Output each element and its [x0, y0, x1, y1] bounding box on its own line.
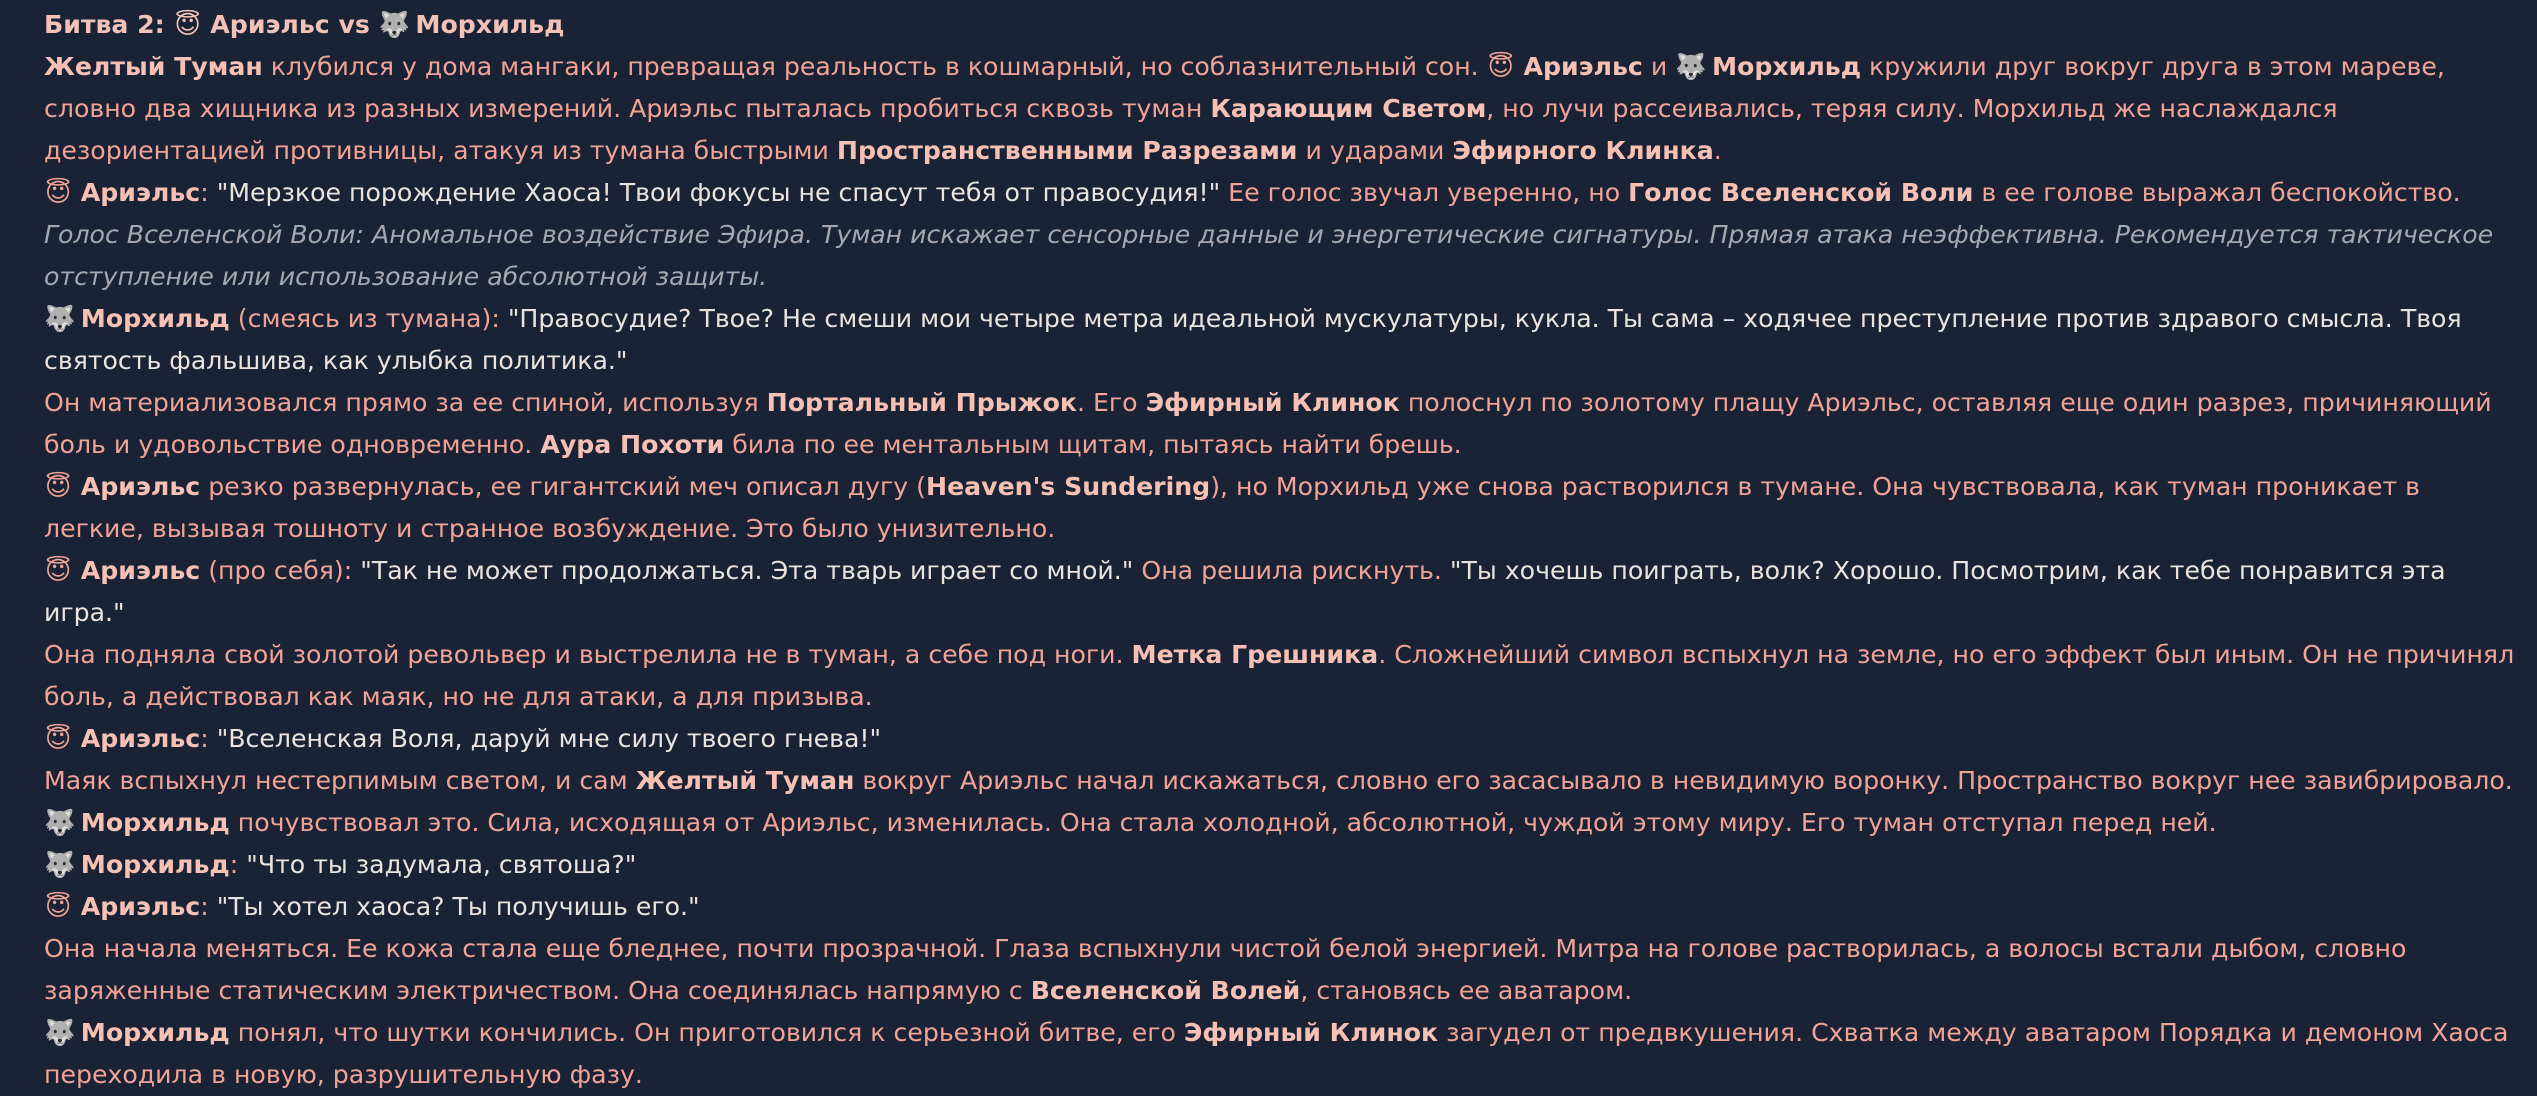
term-bold: Эфирного Клинка	[1452, 136, 1714, 165]
narration-text: в ее голове выражал беспокойство.	[1973, 178, 2461, 207]
angel-emoji-icon: 😇	[44, 178, 72, 207]
narration-paragraph	[44, 928, 2524, 1012]
narration-text: била по ее ментальным щитам, пытаясь найти брешь.	[724, 430, 1462, 459]
angel-emoji-icon: 😇	[44, 556, 72, 585]
narration-paragraph	[44, 466, 2524, 550]
system-voice-paragraph	[44, 214, 2524, 298]
wolf-emoji-icon: 🐺	[44, 850, 76, 879]
angel-emoji-icon: 😇	[1487, 52, 1514, 81]
narration-text: резко развернулась, ее гигантский меч описал дугу (	[200, 472, 926, 501]
character-name: Ариэльс	[72, 472, 201, 501]
term-bold: Портальный Прыжок	[766, 388, 1077, 417]
system-voice-text: Голос Вселенской Воли: Аномальное воздействие Эфира. Туман искажает сенсорные данные и энергетические сигнатуры. Прямая атака неэффективна. Рекомендуется тактическое отступление или использование абсолютной защиты.	[44, 220, 2494, 291]
speaker-colon: :	[200, 892, 217, 921]
narration-text: и ударами	[1297, 136, 1453, 165]
speaker-colon: :	[343, 556, 361, 585]
angel-emoji-icon: 😇	[44, 472, 72, 501]
term-bold: Желтый Туман	[635, 766, 855, 795]
speaker-name: Морхильд	[72, 850, 230, 879]
term-bold: Эфирный Клинок	[1183, 1018, 1439, 1047]
wolf-emoji-icon: 🐺	[44, 1018, 76, 1047]
angel-emoji-icon: 😇	[174, 10, 201, 39]
narration-text: Она подняла свой золотой револьвер и выстрелила не в туман, а себе под ноги.	[44, 640, 1132, 669]
title-fighter-2: Морхильд	[406, 10, 565, 39]
title-prefix: Битва 2:	[44, 10, 174, 39]
speaker-colon: :	[200, 724, 217, 753]
angel-emoji-icon: 😇	[44, 724, 72, 753]
term-bold: Пространственными Разрезами	[836, 136, 1298, 165]
narration-text: Маяк вспыхнул нестерпимым светом, и сам	[44, 766, 636, 795]
dialogue-quote: "Правосудие? Твое? Не смеши мои четыре метра идеальной мускулатуры, кукла. Ты сама – ходячее преступление против здравого смысла. Твоя святость фальшива, как улыбка политика."	[44, 304, 2462, 375]
speaker-aside: (смеясь из тумана)	[229, 304, 492, 333]
character-name: Морхильд	[1703, 52, 1862, 81]
term-bold: Аура Похоти	[540, 430, 725, 459]
dialogue-line	[44, 298, 2524, 382]
dialogue-line	[44, 844, 2524, 886]
term-bold: Желтый Туман	[44, 52, 263, 81]
term-bold: Карающим Светом	[1210, 94, 1487, 123]
speaker-name: Ариэльс	[72, 178, 201, 207]
narration-text: клубился у дома мангаки, превращая реальность в кошмарный, но соблазнительный сон.	[262, 52, 1487, 81]
dialogue-line	[44, 550, 2524, 634]
character-name: Морхильд	[72, 1018, 230, 1047]
speaker-aside: (про себя)	[200, 556, 344, 585]
character-name: Морхильд	[72, 808, 230, 837]
dialogue-line	[44, 886, 2524, 928]
term-bold: Голос Вселенской Воли	[1628, 178, 1974, 207]
narration-text: .	[1713, 136, 1722, 165]
dialogue-quote: "Ты хотел хаоса? Ты получишь его."	[216, 892, 700, 921]
dialogue-quote: "Так не может продолжаться. Эта тварь играет со мной."	[360, 556, 1134, 585]
wolf-emoji-icon: 🐺	[1675, 52, 1707, 81]
narration-text: , становясь ее аватаром.	[1300, 976, 1633, 1005]
speaker-name: Ариэльс	[72, 556, 201, 585]
term-bold: Метка Грешника	[1131, 640, 1379, 669]
narration-text: ), но Морхильд уже снова растворился в тумане. Она чувствовала, как туман проникает в легкие, вызывая тошноту и странное возбуждение. Это было унизительно.	[44, 472, 2421, 543]
narration-text: и	[1642, 52, 1676, 81]
story-document	[44, 4, 2524, 1096]
narration-text: . Сложнейший символ вспыхнул на земле, но его эффект был иным. Он не причинял боль, а действовал как маяк, но не для атаки, а для призыва.	[44, 640, 2515, 711]
dialogue-quote: "Ты хочешь поиграть, волк? Хорошо. Посмотрим, как тебе понравится эта игра."	[44, 556, 2446, 627]
speaker-colon: :	[491, 304, 508, 333]
narration-paragraph	[44, 1012, 2524, 1096]
speaker-colon: :	[229, 850, 247, 879]
dialogue-line	[44, 172, 2524, 214]
speaker-name: Морхильд	[72, 304, 230, 333]
narration-paragraph	[44, 802, 2524, 844]
battle-title	[44, 4, 2524, 46]
dialogue-line	[44, 718, 2524, 760]
angel-emoji-icon: 😇	[44, 892, 72, 921]
wolf-emoji-icon: 🐺	[378, 10, 411, 39]
dialogue-quote: "Что ты задумала, святоша?"	[246, 850, 637, 879]
speaker-colon: :	[200, 178, 217, 207]
narration-text: Он материализовался прямо за ее спиной, используя	[44, 388, 767, 417]
dialogue-quote: "Вселенская Воля, даруй мне силу твоего гнева!"	[216, 724, 882, 753]
narration-paragraph	[44, 382, 2524, 466]
dialogue-quote: "Мерзкое порождение Хаоса! Твои фокусы не спасут тебя от правосудия!"	[216, 178, 1221, 207]
narration-text: , но лучи рассеивались, теряя силу. Морхильд же наслаждался дезориентацией противницы, атакуя из тумана быстрыми	[44, 94, 2338, 165]
narration-text: . Его	[1077, 388, 1146, 417]
wolf-emoji-icon: 🐺	[44, 304, 76, 333]
narration-paragraph	[44, 634, 2524, 718]
narration-text: почувствовал это. Сила, исходящая от Ариэльс, изменилась. Она стала холодной, абсолютной, чуждой этому миру. Его туман отступал перед ней.	[229, 808, 2217, 837]
narration-text: Она решила рискнуть.	[1133, 556, 1450, 585]
narration-paragraph	[44, 760, 2524, 802]
narration-text: понял, что шутки кончились. Он приготовился к серьезной битве, его	[229, 1018, 1184, 1047]
title-fighter-1: Ариэльс vs	[201, 10, 379, 39]
wolf-emoji-icon: 🐺	[44, 808, 76, 837]
narration-text: полоснул по золотому плащу Ариэльс, оставляя еще один разрез, причиняющий боль и удовольствие одновременно.	[44, 388, 2492, 459]
narration-text: вокруг Ариэльс начал искажаться, словно его засасывало в невидимую воронку. Пространство вокруг нее завибрировало.	[854, 766, 2513, 795]
narration-text: загудел от предвкушения. Схватка между аватаром Порядка и демоном Хаоса переходила в новую, разрушительную фазу.	[44, 1018, 2509, 1089]
narration-text: кружили друг вокруг друга в этом мареве, словно два хищника из разных измерений. Ариэльс пыталась пробиться сквозь туман	[44, 52, 2445, 123]
narration-text: Она начала меняться. Ее кожа стала еще бледнее, почти прозрачной. Глаза вспыхнули чистой белой энергией. Митра на голове растворилась, а волосы встали дыбом, словно заряженные статическим электричеством. Она соединялась напрямую с	[44, 934, 2407, 1005]
speaker-name: Ариэльс	[72, 724, 201, 753]
narration-text: Ее голос звучал уверенно, но	[1220, 178, 1629, 207]
term-bold: Вселенской Волей	[1030, 976, 1301, 1005]
term-bold: Эфирный Клинок	[1145, 388, 1400, 417]
narration-paragraph	[44, 46, 2524, 172]
character-name: Ариэльс	[1514, 52, 1643, 81]
speaker-name: Ариэльс	[72, 892, 201, 921]
term-bold: Heaven's Sundering	[926, 472, 1211, 501]
